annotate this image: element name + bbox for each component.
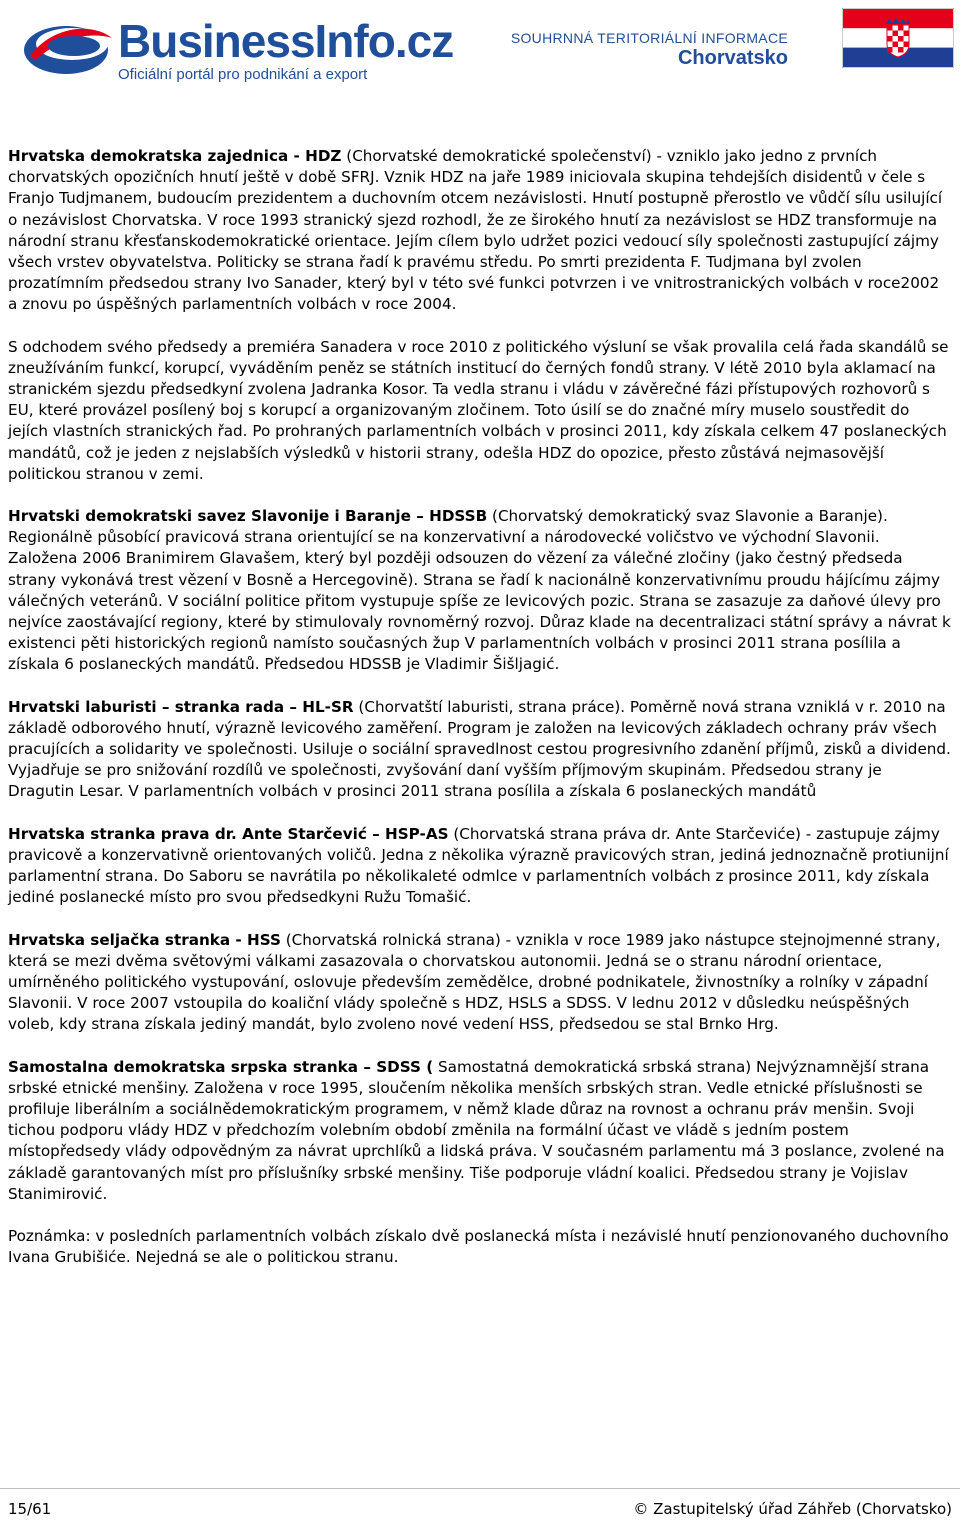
logo-tagline: Oficiální portál pro podnikání a export <box>118 66 368 83</box>
party-title: Hrvatska seljačka stranka - HSS <box>8 930 281 949</box>
logo-swoosh-icon <box>22 16 114 80</box>
paragraph-text: S odchodem svého předsedy a premiéra Sanadera v roce 2010 z politického výsluní se však provalila celá řada skandálů se zneužíváním funkcí, korupcí, vyváděním peněz se státních institucí do černých fondů strany. V létě 2010 byla aklamací na stranickém sjezdu předsedkyní zvolena Jadranka Kosor. Ta vedla stranu i vládu v závěrečné fázi přístupových rozhovorů s EU, které provázel posílený boj s korupcí a organizovaným zločinem. Toto úsilí se do značné míry muselo soustředit do jejích vlastních stranických řad. Po prohraných parlamentních volbách v prosinci 2011, kdy získala celkem 47 poslaneckých mandátů, což je jeden z nejslabších výsledků v historii strany, odešla HDZ do opozice, přesto zůstává nejmasovější politickou stranou v zemi. <box>8 337 949 483</box>
party-text: (Chorvatský demokratický svaz Slavonie a Baranje). Regionálně působící pravicová strana orientující se na konzervativní a národovecké voličstvo ve východní Slavonii. Založena 2006 Branimirem Glavašem, který byl později odsouzen do vězení za válečné zločiny (jako čestný předseda strany vykonává trest vězení v Bosně a Hercegovině). Strana se řadí k nacionálně konzervativnímu proudu hájícímu zájmy válečných veteránů. V sociální politice přitom vystupuje spíše ze levicových pozic. Strana se zasazuje za daňové úlevy pro nejvíce zaostávající regiony, které by stimulovaly rovnoměrný rozvoj. Důraz klade na decentralizaci státní správy a návrat k existenci pěti historických regionů namísto současných žup V parlamentních volbách v prosinci 2011 strana posílila a získala 6 poslaneckých mandátů. Předsedou HDSSB je Vladimir Šišljagić. <box>8 507 951 674</box>
croatia-flag-icon <box>842 8 954 68</box>
footer-divider <box>0 1488 960 1489</box>
paragraph-hdssb <box>8 506 952 676</box>
paragraph-hsp-as <box>8 824 952 909</box>
party-text: (Chorvatské demokratické společenství) - vzniklo jako jedno z prvních chorvatských opozičních hnutí ještě v době SFRJ. Vznik HDZ na jaře 1989 iniciovala skupina tehdejších disidentů v čele s Franjo Tudjmanem, budoucím prezidentem a duchovním otcem nezávislosti. Hnutí postupně přerostlo ve vůdčí sílu usilující o nezávislost Chorvatska. V roce 1993 stranický sjezd rozhodl, že ze širokého hnutí za nezávislost se HDZ transformuje na národní stranu křesťanskodemokratické orientace. Jejím cílem bylo udržet pozici vedoucí síly společnosti zastupující zájmy všech vrstev obyvatelstva. Politicky se strana řadí k pravému středu. Po smrti prezidenta F. Tudjmana byl zvolen prozatímním předsedou strany Ivo Sanader, který byl v této své funkci potvrzen i ve vnitrostranických volbách v roce2002 a znovu po úspěšných parlamentních volbách v roce 2004. <box>8 147 943 314</box>
party-title: Hrvatski laburisti – stranka rada – HL-SR <box>8 697 354 716</box>
note-text: Poznámka: v posledních parlamentních volbách získalo dvě poslanecká místa i nezávislé hnutí penzionovaného duchovního Ivana Grubišiće. Nejedná se ale o politickou stranu. <box>8 1226 949 1267</box>
logo-title: BusinessInfo.cz <box>118 15 454 67</box>
party-text: (Chorvatská rolnická strana) - vznikla v roce 1989 jako nástupce stejnojmenné strany, která se mezi dvěma světovými válkami zasazovala o chorvatskou autonomii. Jedná se o stranu národní orientace, umírněného politického vystupování, oslovuje především zemědělce, drobné podnikatele, živnostníky a rolníky v západní Slavonii. V roce 2007 vstoupila do koaliční vlády společně s HDZ, HSLS a SDSS. V lednu 2012 v důsledku neúspěšných voleb, kdy strana získala jediný mandát, bylo zvoleno nové vedení HSS, předsedou se stal Brnko Hrg. <box>8 930 941 1034</box>
paragraph-hdz-continued <box>8 337 952 485</box>
footer-copyright: © Zastupitelský úřad Záhřeb (Chorvatsko) <box>633 1500 952 1518</box>
header-country: Chorvatsko <box>677 47 788 69</box>
party-title: Hrvatska demokratska zajednica - HDZ <box>8 147 342 165</box>
paragraph-note <box>8 1226 952 1268</box>
party-title: Samostalna demokratska srpska stranka – SDSS ( <box>8 1057 434 1076</box>
party-title: Hrvatski demokratski savez Slavonije i Baranje – HDSSB <box>8 507 488 526</box>
paragraph-hdz <box>8 146 952 316</box>
header-info <box>511 30 788 70</box>
paragraph-sdss <box>8 1057 952 1205</box>
flag-coat-of-arms <box>886 18 910 57</box>
paragraph-hss <box>8 930 952 1036</box>
businessinfo-logo[interactable] <box>22 14 454 84</box>
page-number: 15/61 <box>8 1500 52 1518</box>
header-subtitle: SOUHRNNÁ TERITORIÁLNÍ INFORMACE <box>510 30 788 46</box>
paragraph-hl-sr <box>8 697 952 803</box>
page-header <box>0 0 960 95</box>
party-text: (Chorvatská strana práva dr. Ante Starčeviće) - zastupuje zájmy pravicově a konzervativně orientovaných voličů. Jedna z několika výrazně pravicových stran, jediná jednoznačně protiunijní parlamentní strana. Do Saboru se navrátila po několikaleté odmlce v parlamentních volbách z prosince 2011, kdy získala jediné poslanecké místo pro svou předsedkyni Ružu Tomašić. <box>8 824 949 907</box>
document-body <box>8 146 952 1289</box>
party-text: (Chorvatští laburisti, strana práce). Poměrně nová strana vzniklá v r. 2010 na základě odborového hnutí, výrazně levicového zaměření. Program je založen na levicových základech ochrany práv všech pracujících a solidarity ve společnosti. Usiluje o sociální spravedlnost cestou progresivního zdanění příjmů, zisků a dividend. Vyjadřuje se pro snižování rozdílů ve společnosti, zvyšování daní vyšším příjmovým skupinám. Předsedou strany je Dragutin Lesar. V parlamentních volbách v prosinci 2011 strana posílila a získala 6 poslaneckých mandátů <box>8 697 951 801</box>
party-text: Samostatná demokratická srbská strana) Nejvýznamnější strana srbské etnické menšiny. Založena v roce 1995, sloučením několika menších srbských stran. Vedle etnické příslušnosti se profiluje liberálním a sociálnědemokratickým programem, v němž klade důraz na rovnost a ochranu práv menšin. Svoji tichou podporu vlády HDZ v předchozím volebním období změnila na formální účast ve vládě s jedním postem místopředsedy vlády odpovědným za návrat uprchlíků a lidská práva. V současném parlamentu má 3 poslance, zvolené na základě garantovaných míst pro příslušníky srbské menšiny. Tiše podporuje vládní koalici. Předsedou strany je Vojislav Stanimirović. <box>8 1057 945 1203</box>
party-title: Hrvatska stranka prava dr. Ante Starčević – HSP-AS <box>8 824 449 843</box>
